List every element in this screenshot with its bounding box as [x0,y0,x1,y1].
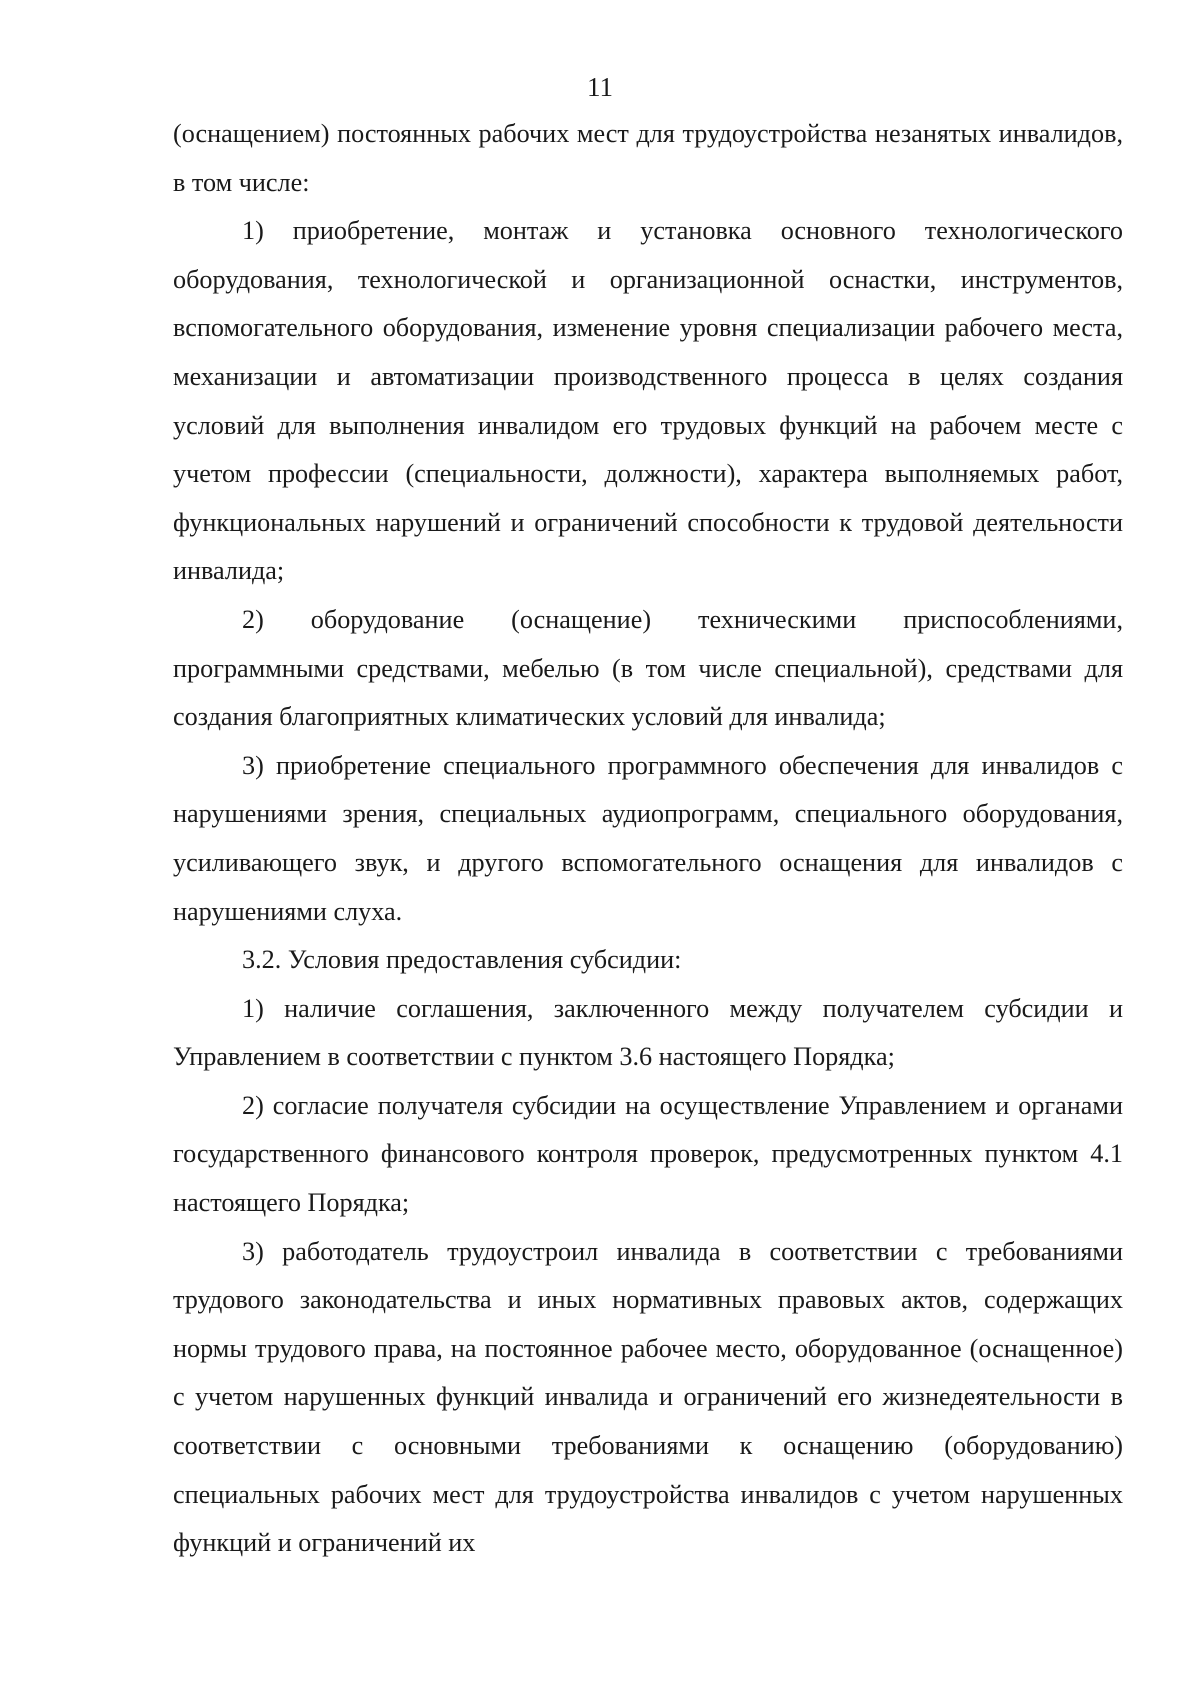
page-number: 11 [587,72,613,102]
paragraph-item-2-technical-equipment: 2) оборудование (оснащение) техническими приспособлениями, программными средствами, мебелью (в том числе специальной), средствами для создания благоприятных климатических условий для инвалида; [173,604,1123,732]
paragraph-condition-1: 1) наличие соглашения, заключенного между получателем субсидии и Управлением в соответствии с пунктом 3.6 настоящего Порядка; [173,993,1123,1072]
paragraph-continuation: (оснащением) постоянных рабочих мест для трудоустройства незанятых инвалидов, в том числе: [173,119,1123,197]
paragraph-item-1-equipment-purchase: 1) приобретение, монтаж и установка основного технологического оборудования, технологической и организационной оснастки, инструментов, вспомогательного оборудования, изменение уровня специализации рабочего места, механизации и автоматизации производственного процесса в целях создания условий для выполнения инвалидом его трудовых функций на рабочем месте с учетом профессии (специальности, должности), характера выполняемых работ, функциональных нарушений и ограничений способности к трудовой деятельности инвалида; [173,216,1123,586]
paragraph-condition-2: 2) согласие получателя субсидии на осуществление Управлением и органами государственного финансового контроля проверок, предусмотренных пунктом 4.1 настоящего Порядка; [173,1090,1123,1218]
document-body [173,110,1123,1568]
section-heading-3-2: 3.2. Условия предоставления субсидии: [242,945,682,975]
paragraph-condition-3: 3) работодатель трудоустроил инвалида в соответствии с требованиями трудового законодательства и иных нормативных правовых актов, содержащих нормы трудового права, на постоянное рабочее место, оборудованное (оснащенное) с учетом нарушенных функций инвалида и ограничений его жизнедеятельности в соответствии с основными требованиями к оснащению (оборудованию) специальных рабочих мест для трудоустройства инвалидов с учетом нарушенных функций и ограничений их [173,1236,1123,1558]
paragraph-item-3-special-software: 3) приобретение специального программного обеспечения для инвалидов с нарушениями зрения, специальных аудиопрограмм, специального оборудования, усиливающего звук, и другого вспомогательного оснащения для инвалидов с нарушениями слуха. [173,750,1123,926]
